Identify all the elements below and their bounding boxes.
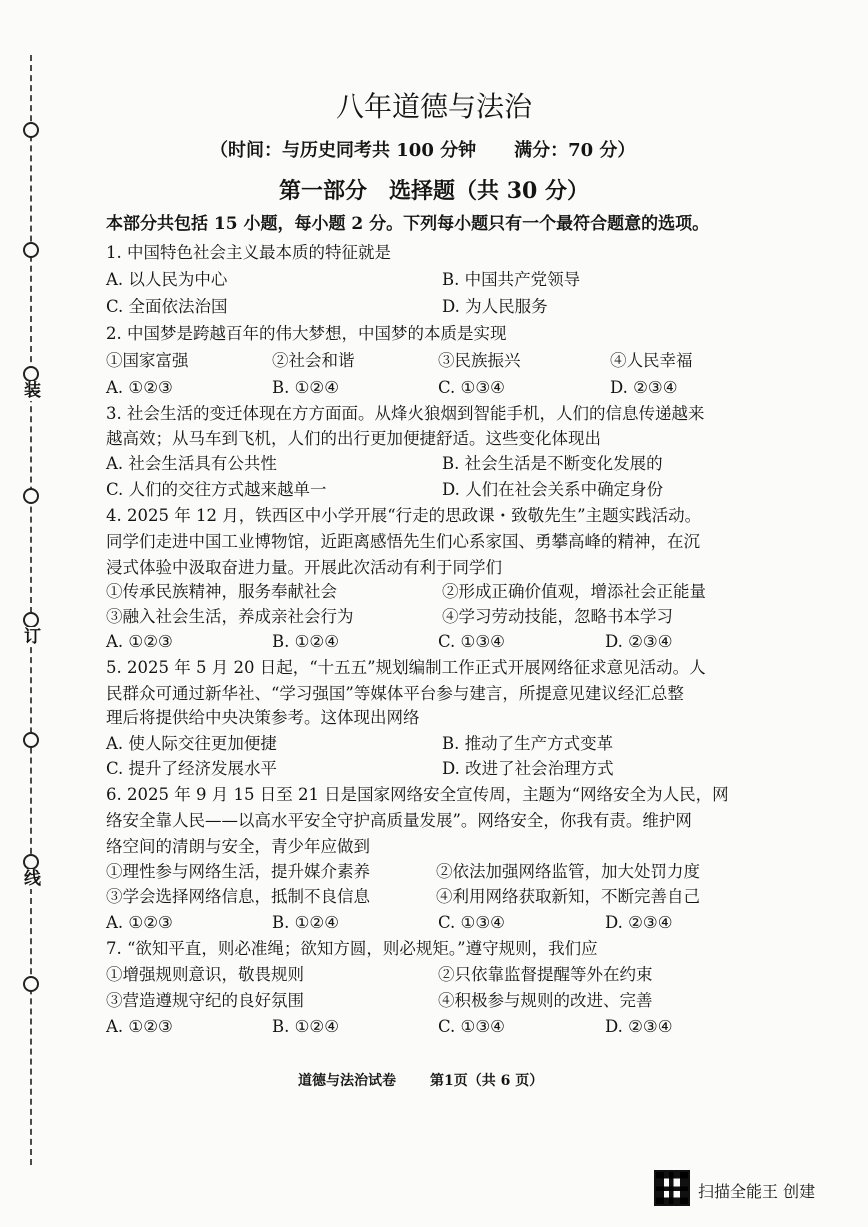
question-6-option-b: B. ①②④: [272, 913, 339, 932]
question-4-stem-line-2: 同学们走进中国工业博物馆，近距离感悟先生们心系家国、勇攀高峰的精神，在沉: [106, 532, 700, 551]
binding-char-xian: 线: [24, 869, 41, 889]
question-2-item-4: ④人民幸福: [610, 351, 693, 370]
question-7-item-2: ②只依靠监督提醒等外在约束: [438, 965, 653, 984]
binding-line: [30, 55, 32, 1165]
binding-char-zhuang: 装: [24, 381, 41, 401]
question-5-option-b: B. 推动了生产方式变革: [442, 734, 614, 753]
question-3-stem-line-1: 3. 社会生活的变迁体现在方方面面。从烽火狼烟到智能手机，人们的信息传递越来: [106, 404, 705, 423]
question-5-option-a: A. 使人际交往更加便捷: [106, 734, 277, 753]
question-1-option-b: B. 中国共产党领导: [442, 270, 581, 289]
question-7-item-1: ①增强规则意识，敬畏规则: [106, 965, 304, 984]
question-3-stem-line-2: 越高效；从马车到飞机，人们的出行更加便捷舒适。这些变化体现出: [106, 429, 601, 448]
exam-score: 满分：70 分）: [514, 140, 636, 161]
question-5-option-d: D. 改进了社会治理方式: [442, 759, 614, 778]
binding-hole: [23, 854, 39, 870]
question-2-item-2: ②社会和谐: [272, 351, 355, 370]
question-1-option-d: D. 为人民服务: [442, 297, 548, 316]
binding-hole: [23, 242, 39, 258]
question-5-stem-line-3: 理后将提供给中央决策参考。这体现出网络: [106, 708, 420, 727]
question-4-option-b: B. ①②④: [272, 632, 339, 651]
binding-hole: [23, 732, 39, 748]
question-3-option-c: C. 人们的交往方式越来越单一: [106, 480, 327, 499]
question-7-item-3: ③营造遵规守纪的良好氛围: [106, 991, 304, 1010]
question-7-stem: 7. “欲知平直，则必准绳；欲知方圆，则必规矩。”遵守规则，我们应: [106, 939, 598, 958]
qr-code-icon: [654, 1170, 690, 1206]
question-5-stem-line-1: 5. 2025 年 5 月 20 日起，“十五五”规划编制工作正式开展网络征求意见活动。人: [106, 658, 706, 677]
question-7-option-b: B. ①②④: [272, 1017, 339, 1036]
question-2-option-c: C. ①③④: [438, 378, 505, 397]
question-5-option-c: C. 提升了经济发展水平: [106, 759, 278, 778]
question-5-stem-line-2: 民群众可通过新华社、“学习强国”等媒体平台参与建言，所提意见建议经汇总整: [106, 684, 684, 703]
question-6-item-1: ①理性参与网络生活，提升媒介素养: [106, 862, 370, 881]
question-7-option-d: D. ②③④: [605, 1017, 673, 1036]
question-4-item-2: ②形成正确价值观，增添社会正能量: [442, 582, 706, 601]
binding-hole: [23, 976, 39, 992]
binding-hole: [23, 488, 39, 504]
question-2-option-a: A. ①②③: [106, 378, 173, 397]
question-6-option-d: D. ②③④: [605, 913, 673, 932]
question-6-item-2: ②依法加强网络监管，加大处罚力度: [436, 862, 700, 881]
question-4-option-c: C. ①③④: [438, 632, 505, 651]
question-7-item-4: ④积极参与规则的改进、完善: [438, 991, 653, 1010]
question-2-option-d: D. ②③④: [610, 378, 678, 397]
question-2-option-b: B. ①②④: [272, 378, 339, 397]
question-1-option-c: C. 全面依法治国: [106, 297, 228, 316]
question-4-option-a: A. ①②③: [106, 632, 173, 651]
question-4-stem-line-1: 4. 2025 年 12 月，铁西区中小学开展“行走的思政课・致敬先生”主题实践活动。: [106, 506, 702, 525]
question-6-stem-line-2: 络安全靠人民——以高水平安全守护高质量发展”。网络安全，你我有责。维护网: [106, 811, 692, 830]
question-4-item-3: ③融入社会生活，养成亲社会行为: [106, 607, 354, 626]
question-1-stem: 1. 中国特色社会主义最本质的特征就是: [106, 243, 391, 262]
question-6-item-4: ④利用网络获取新知，不断完善自己: [436, 887, 700, 906]
footer-exam-name: 道德与法治试卷: [298, 1073, 396, 1089]
question-7-option-c: C. ①③④: [438, 1017, 505, 1036]
footer-page-number: 第1页（共 6 页）: [430, 1073, 544, 1089]
question-6-stem-line-3: 络空间的清朗与安全，青少年应做到: [106, 837, 370, 856]
question-1-option-a: A. 以人民为中心: [106, 270, 228, 289]
question-2-item-3: ③民族振兴: [438, 351, 521, 370]
question-4-item-4: ④学习劳动技能，忽略书本学习: [442, 607, 673, 626]
question-6-option-c: C. ①③④: [438, 913, 505, 932]
question-6-item-3: ③学会选择网络信息，抵制不良信息: [106, 887, 370, 906]
part-instructions: 本部分共包括 15 小题，每小题 2 分。下列每小题只有一个最符合题意的选项。: [106, 214, 710, 234]
binding-hole: [23, 612, 39, 628]
part-title: 第一部分 选择题（共 30 分）: [279, 178, 589, 204]
question-3-option-d: D. 人们在社会关系中确定身份: [442, 480, 664, 499]
binding-char-ding: 订: [24, 627, 41, 647]
question-4-item-1: ①传承民族精神，服务奉献社会: [106, 582, 337, 601]
exam-title: 八年道德与法治: [335, 90, 532, 123]
question-4-stem-line-3: 浸式体验中汲取奋进力量。开展此次活动有利于同学们: [106, 558, 502, 577]
scanner-watermark: 扫描全能王 创建: [698, 1182, 816, 1201]
question-2-item-1: ①国家富强: [106, 351, 189, 370]
binding-hole: [23, 366, 39, 382]
exam-time: （时间：与历史同考共 100 分钟: [210, 140, 477, 161]
question-3-option-a: A. 社会生活具有公共性: [106, 454, 277, 473]
exam-subtitle: [210, 136, 635, 162]
question-6-option-a: A. ①②③: [106, 913, 173, 932]
question-3-option-b: B. 社会生活是不断变化发展的: [442, 454, 663, 473]
question-7-option-a: A. ①②③: [106, 1017, 173, 1036]
question-4-option-d: D. ②③④: [605, 632, 673, 651]
question-2-stem: 2. 中国梦是跨越百年的伟大梦想，中国梦的本质是实现: [106, 324, 507, 343]
question-6-stem-line-1: 6. 2025 年 9 月 15 日至 21 日是国家网络安全宣传周，主题为“网络安全为人民，网: [106, 785, 729, 804]
